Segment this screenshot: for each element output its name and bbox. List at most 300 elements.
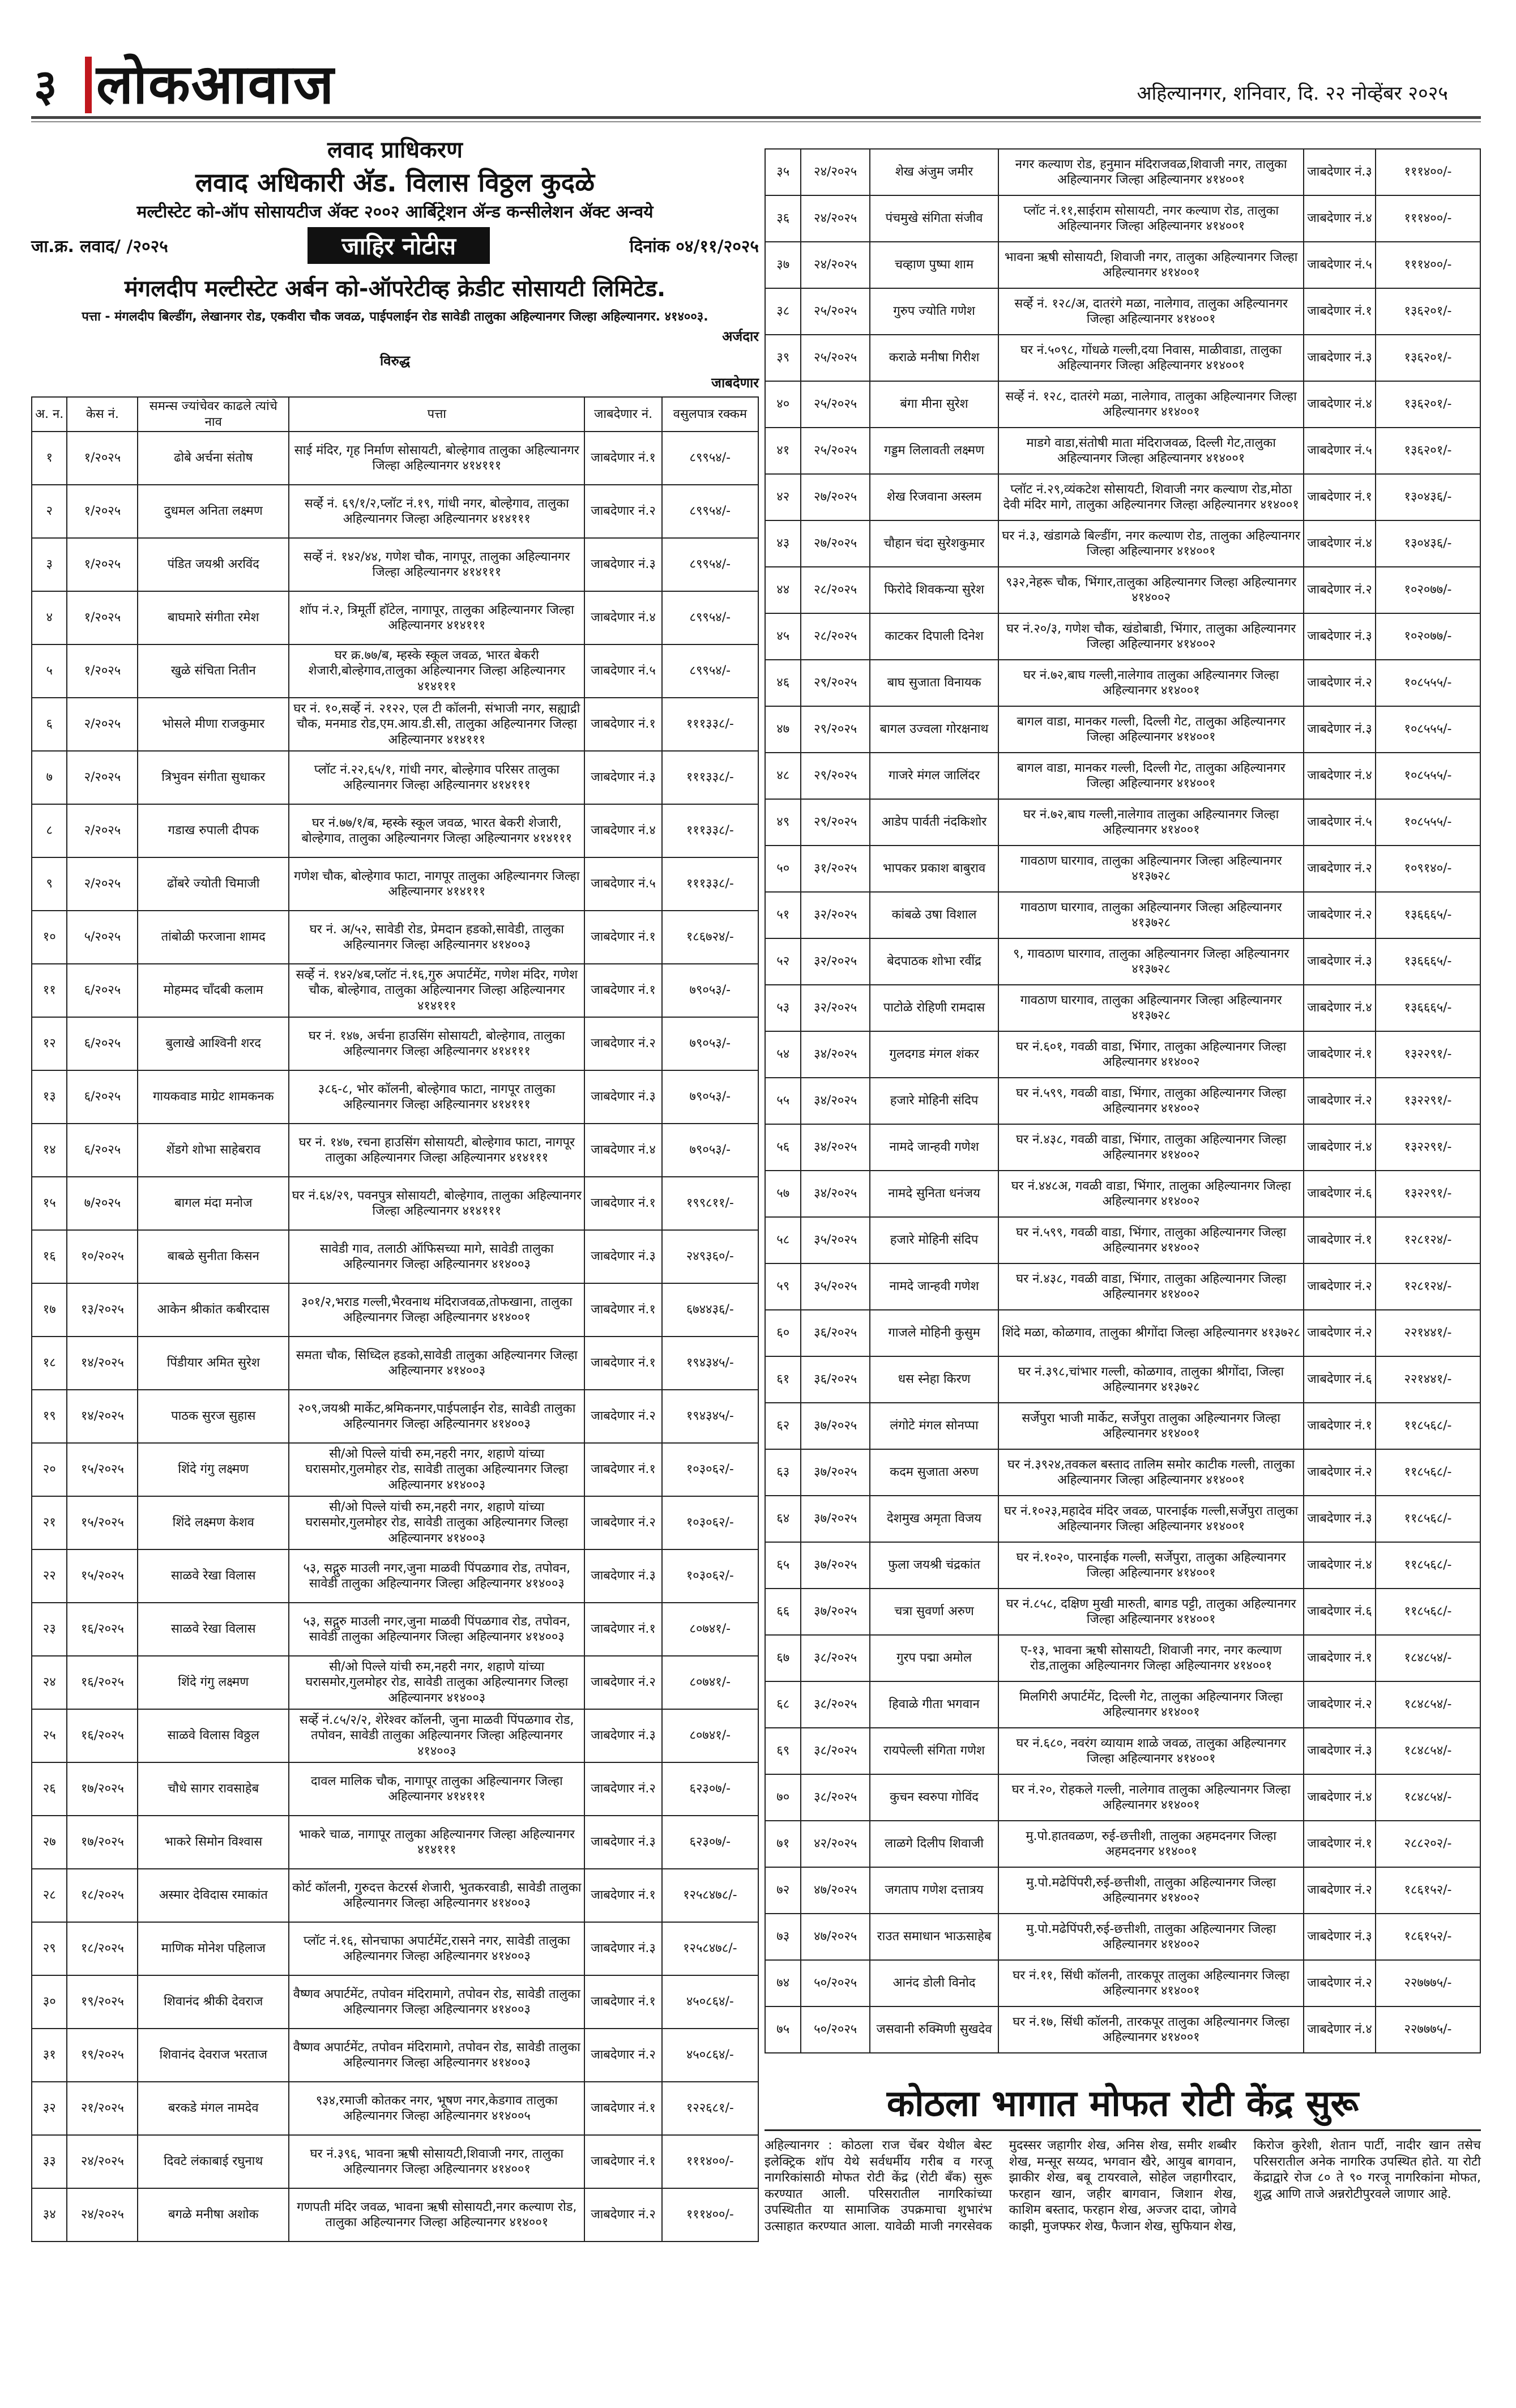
cell-defendant-no: जाबदेणार नं.२ bbox=[1304, 1310, 1376, 1356]
cell-name: खुळे संचिता नितीन bbox=[138, 644, 289, 698]
cell-amount: १३६२०१/- bbox=[1376, 428, 1480, 474]
cell-defendant-no: जाबदेणार नं.२ bbox=[584, 2029, 661, 2082]
header-rule bbox=[31, 116, 1481, 119]
cell-name: नामदे सुनिता धनंजय bbox=[870, 1171, 998, 1217]
notice-date: दिनांक ०४/११/२०२५ bbox=[629, 237, 759, 257]
cell-serial: ७५ bbox=[765, 2006, 801, 2053]
cell-address: मिलगिरी अपार्टमेंट, दिल्ली गेट, तालुका अहिल्यानगर जिल्हा अहिल्यानगर ४१४००१ bbox=[998, 1681, 1304, 1728]
cell-amount: ११८५६८/- bbox=[1376, 1403, 1480, 1449]
cell-serial: ४९ bbox=[765, 799, 801, 846]
cell-name: बरकडे मंगल नामदेव bbox=[138, 2082, 289, 2135]
cell-amount: १२८१२४/- bbox=[1376, 1217, 1480, 1263]
cell-case: १३/२०२५ bbox=[67, 1283, 138, 1337]
cell-defendant-no: जाबदेणार नं.४ bbox=[584, 591, 661, 644]
cell-serial: ६६ bbox=[765, 1589, 801, 1635]
cell-case: ३७/२०२५ bbox=[801, 1496, 870, 1542]
cell-case: १४/२०२५ bbox=[67, 1337, 138, 1390]
cell-address: मु.पो.मढेपिंपरी,रुई-छत्तीशी, तालुका अहिल्यानगर जिल्हा अहिल्यानगर ४१४००२ bbox=[998, 1867, 1304, 1914]
cell-defendant-no: जाबदेणार नं.४ bbox=[1304, 2006, 1376, 2053]
cell-address: घर नं.११, सिंधी कॉलनी, तारकपूर तालुका अहिल्यानगर जिल्हा अहिल्यानगर ४१४००१ bbox=[998, 1960, 1304, 2006]
cell-case: १/२०२५ bbox=[67, 485, 138, 538]
cell-case: १/२०२५ bbox=[67, 432, 138, 485]
cell-serial: ५४ bbox=[765, 1031, 801, 1078]
cell-case: ३७/२०२५ bbox=[801, 1449, 870, 1496]
cell-address: घर नं.८५८, दक्षिण मुखी मारुती, बागड पट्टी, तालुका अहिल्यानगर जिल्हा अहिल्यानगर ४१४००१ bbox=[998, 1589, 1304, 1635]
cell-case: ३५/२०२५ bbox=[801, 1217, 870, 1263]
cell-name: ढोंबरे ज्योती चिमाजी bbox=[138, 857, 289, 911]
cell-amount: ८०७४१/- bbox=[662, 1709, 758, 1762]
cell-address: सी/ओ पिल्ले यांची रुम,नहरी नगर, शहाणे यांच्या घरासमोर,गुलमोहर रोड, सावेडी तालुका अहिल्यानगर जिल्हा अहिल्यानगर ४१४००३ bbox=[289, 1443, 584, 1496]
arjadar-label: अर्जदार bbox=[722, 328, 759, 344]
cell-name: हिवाळे गीता भगवान bbox=[870, 1681, 998, 1728]
cell-address: घर नं.३९८,चांभार गल्ली, कोळगाव, तालुका श्रीगोंदा, जिल्हा अहिल्यानगर ४१३७२८ bbox=[998, 1356, 1304, 1403]
defendants-table-left bbox=[31, 396, 759, 2242]
cell-defendant-no: जाबदेणार नं.१ bbox=[584, 1283, 661, 1337]
cell-serial: ३७ bbox=[765, 242, 801, 288]
cell-case: २५/२०२५ bbox=[801, 381, 870, 428]
cell-address: मु.पो.मढेपिंपरी,रुई-छत्तीशी, तालुका अहिल्यानगर जिल्हा अहिल्यानगर ४१४००२ bbox=[998, 1914, 1304, 1960]
cell-serial: ४१ bbox=[765, 428, 801, 474]
cell-serial: १८ bbox=[32, 1337, 67, 1390]
cell-name: भोसले मीणा राजकुमार bbox=[138, 698, 289, 751]
cell-amount: २८८२०२/- bbox=[1376, 1821, 1480, 1867]
cell-name: हजारे मोहिनी संदिप bbox=[870, 1078, 998, 1124]
cell-defendant-no: जाबदेणार नं.४ bbox=[1304, 1542, 1376, 1589]
cell-case: ३८/२०२५ bbox=[801, 1681, 870, 1728]
cell-serial: २० bbox=[32, 1443, 67, 1496]
cell-name: पंचमुखे संगिता संजीव bbox=[870, 195, 998, 242]
cell-amount: १३०४३६/- bbox=[1376, 474, 1480, 520]
table-row bbox=[765, 1403, 1480, 1449]
cell-name: माणिक मोनेश पहिलाज bbox=[138, 1922, 289, 1975]
cell-case: ३२/२०२५ bbox=[801, 892, 870, 938]
cell-address: सी/ओ पिल्ले यांची रुम,नहरी नगर, शहाणे यांच्या घरासमोर,गुलमोहर रोड, सावेडी तालुका अहिल्यानगर जिल्हा अहिल्यानगर ४१४००३ bbox=[289, 1496, 584, 1549]
cell-case: १५/२०२५ bbox=[67, 1496, 138, 1549]
cell-amount: ८९९५४/- bbox=[662, 538, 758, 591]
cell-case: १८/२०२५ bbox=[67, 1922, 138, 1975]
cell-amount: १३६६६५/- bbox=[1376, 938, 1480, 985]
table-row bbox=[765, 938, 1480, 985]
cell-address: शिंदे मळा, कोळगाव, तालुका श्रीगोंदा जिल्हा अहिल्यानगर ४१३७२८ bbox=[998, 1310, 1304, 1356]
cell-defendant-no: जाबदेणार नं.४ bbox=[1304, 1124, 1376, 1171]
cell-case: २५/२०२५ bbox=[801, 288, 870, 335]
table-row bbox=[765, 1310, 1480, 1356]
cell-name: शिवानंद श्रीकी देवराज bbox=[138, 1975, 289, 2029]
cell-defendant-no: जाबदेणार नं.२ bbox=[1304, 1681, 1376, 1728]
cell-name: शेख रिजवाना अस्लम bbox=[870, 474, 998, 520]
cell-defendant-no: जाबदेणार नं.१ bbox=[584, 1177, 661, 1230]
notice-ref-row bbox=[31, 227, 759, 264]
viruddh-label: विरुद्ध bbox=[379, 353, 411, 369]
cell-case: ३४/२०२५ bbox=[801, 1078, 870, 1124]
cell-case: १/२०२५ bbox=[67, 538, 138, 591]
table-row bbox=[32, 1496, 758, 1549]
cell-case: ३८/२०२५ bbox=[801, 1728, 870, 1774]
cell-amount: १९४३४५/- bbox=[662, 1390, 758, 1443]
table-row bbox=[765, 1774, 1480, 1821]
cell-case: १९/२०२५ bbox=[67, 1975, 138, 2029]
cell-defendant-no: जाबदेणार नं.५ bbox=[584, 644, 661, 698]
cell-amount: १८६१५२/- bbox=[1376, 1914, 1480, 1960]
table-row bbox=[32, 1762, 758, 1816]
table-row bbox=[32, 591, 758, 644]
table-row bbox=[32, 751, 758, 804]
cell-address: दावल मालिक चौक, नागापूर तालुका अहिल्यानगर जिल्हा अहिल्यानगर ४१४१११ bbox=[289, 1762, 584, 1816]
table-body-right bbox=[765, 149, 1480, 2053]
cell-case: ३१/२०२५ bbox=[801, 846, 870, 892]
cell-amount: १८४८५४/- bbox=[1376, 1774, 1480, 1821]
article-body: अहिल्यानगर : कोठला राज चेंबर येथील बेस्ट इलेक्ट्रिक शॉप येथे सर्वधर्मीय गरीब व गरजू नागरिकांसाठी मोफत रोटी केंद्र (रोटी बँक) सुरू करण्यात आली. परिसरातील नागरिकांच्या उपस्थितीत या सामाजिक उपक्रमाचा शुभारंभ उत्साहात करण्यात आला. यावेळी माजी नगरसेवक मुदस्सर जहागीर शेख, अनिस शेख, समीर शब्बीर शेख, मन्सूर सय्यद, भगवान खैरे, आयुब बागवान, झाकीर शेख, बबू टायरवाले, सोहेल जहागीरदार, फरहान खान, जहीर बागवान, जिशान शेख, काशिम बस्ताद, फरहान शेख, अज्जर दादा, जोगवे काझी, मुजफ्फर शेख, फैजान शेख, सुफियान शेख, किरोज कुरेशी, शेतान पार्टी, नादीर खान तसेच परिसरातील अनेक नागरिक उपस्थित होते. या रोटी केंद्राद्वारे रोज ८० ते ९० गरजू नागरिकांना मोफत, शुद्ध आणि ताजे अन्नरोटीपुरवले जाणार आहे. bbox=[765, 2138, 1481, 2234]
cell-defendant-no: जाबदेणार नं.२ bbox=[584, 1656, 661, 1709]
cell-name: शिंदे गंगु लक्ष्मण bbox=[138, 1443, 289, 1496]
cell-defendant-no: जाबदेणार नं.१ bbox=[584, 1337, 661, 1390]
cell-amount: १०९१४०/- bbox=[1376, 846, 1480, 892]
cell-amount: २४९३६०/- bbox=[662, 1230, 758, 1283]
cell-address: प्लॉट नं.१६, सोनचाफा अपार्टमेंट,रासने नगर, सावेडी तालुका अहिल्यानगर जिल्हा अहिल्यानगर ४१४००३ bbox=[289, 1922, 584, 1975]
cell-case: ३७/२०२५ bbox=[801, 1589, 870, 1635]
cell-amount: १०८५५५/- bbox=[1376, 706, 1480, 753]
cell-address: सी/ओ पिल्ले यांची रुम,नहरी नगर, शहाणे यांच्या घरासमोर,गुलमोहर रोड, सावेडी तालुका अहिल्यानगर जिल्हा अहिल्यानगर ४१४००३ bbox=[289, 1656, 584, 1709]
cell-amount: १३६२०१/- bbox=[1376, 381, 1480, 428]
cell-serial: ५९ bbox=[765, 1263, 801, 1310]
cell-address: ९, गावठाण घारगाव, तालुका अहिल्यानगर जिल्हा अहिल्यानगर ४१३७२८ bbox=[998, 938, 1304, 985]
cell-name: देशमुख अमृता विजय bbox=[870, 1496, 998, 1542]
table-row bbox=[765, 846, 1480, 892]
table-row bbox=[32, 432, 758, 485]
table-row bbox=[765, 1821, 1480, 1867]
cell-address: सर्जेपुरा भाजी मार्केट, सर्जेपुरा तालुका अहिल्यानगर जिल्हा अहिल्यानगर ४१४००१ bbox=[998, 1403, 1304, 1449]
cell-name: राउत समाधान भाऊसाहेब bbox=[870, 1914, 998, 1960]
table-row bbox=[765, 335, 1480, 381]
table-row bbox=[32, 2135, 758, 2188]
cell-address: भाकरे चाळ, नागापूर तालुका अहिल्यानगर जिल्हा अहिल्यानगर ४१४१११ bbox=[289, 1816, 584, 1869]
table-row bbox=[765, 428, 1480, 474]
cell-defendant-no: जाबदेणार नं.१ bbox=[1304, 1403, 1376, 1449]
cell-defendant-no: जाबदेणार नं.६ bbox=[1304, 1589, 1376, 1635]
cell-address: घर नं.५०९८, गोंधळे गल्ली,दया निवास, माळीवाडा, तालुका अहिल्यानगर जिल्हा अहिल्यानगर ४१४००१ bbox=[998, 335, 1304, 381]
cell-case: ४७/२०२५ bbox=[801, 1914, 870, 1960]
cell-address: घर नं.६०१, गवळी वाडा, भिंगार, तालुका अहिल्यानगर जिल्हा अहिल्यानगर ४१४००२ bbox=[998, 1031, 1304, 1078]
cell-name: बागल उज्वला गोरक्षनाथ bbox=[870, 706, 998, 753]
cell-case: २/२०२५ bbox=[67, 804, 138, 857]
cell-defendant-no: जाबदेणार नं.२ bbox=[584, 1390, 661, 1443]
case-reference: जा.क्र. लवाद/ /२०२५ bbox=[31, 237, 168, 257]
cell-serial: २१ bbox=[32, 1496, 67, 1549]
cell-case: १०/२०२५ bbox=[67, 1230, 138, 1283]
cell-amount: ८९९५४/- bbox=[662, 432, 758, 485]
cell-serial: ११ bbox=[32, 964, 67, 1017]
cell-serial: २३ bbox=[32, 1603, 67, 1656]
cell-defendant-no: जाबदेणार नं.२ bbox=[1304, 1867, 1376, 1914]
cell-address: मु.पो.हातवळण, रुई-छत्तीशी, तालुका अहमदनगर जिल्हा अहमदनगर ४१४००१ bbox=[998, 1821, 1304, 1867]
cell-defendant-no: जाबदेणार नं.२ bbox=[1304, 1960, 1376, 2006]
cell-defendant-no: जाबदेणार नं.४ bbox=[1304, 753, 1376, 799]
cell-defendant-no: जाबदेणार नं.५ bbox=[1304, 242, 1376, 288]
cell-serial: ५३ bbox=[765, 985, 801, 1031]
cell-case: १५/२०२५ bbox=[67, 1549, 138, 1603]
cell-serial: ८ bbox=[32, 804, 67, 857]
table-row bbox=[32, 1230, 758, 1283]
cell-serial: ६० bbox=[765, 1310, 801, 1356]
cell-case: १६/२०२५ bbox=[67, 1709, 138, 1762]
cell-address: कोर्ट कॉलनी, गुरुदत्त केटरर्स शेजारी, भुतकरवाडी, सावेडी तालुका अहिल्यानगर जिल्हा अहिल्यानगर ४१४००३ bbox=[289, 1869, 584, 1922]
table-row bbox=[32, 1869, 758, 1922]
cell-amount: १३६६६५/- bbox=[1376, 892, 1480, 938]
cell-amount: ८९९५४/- bbox=[662, 591, 758, 644]
cell-name: शिंदे गंगु लक्ष्मण bbox=[138, 1656, 289, 1709]
cell-serial: १२ bbox=[32, 1017, 67, 1070]
cell-case: १७/२०२५ bbox=[67, 1816, 138, 1869]
table-row bbox=[32, 1549, 758, 1603]
notice-title-2: लवाद अधिकारी अ‍ॅड. विलास विठ्ठल कुदळे bbox=[195, 167, 595, 198]
cell-amount: ६२३०७/- bbox=[662, 1762, 758, 1816]
cell-defendant-no: जाबदेणार नं.२ bbox=[584, 1762, 661, 1816]
cell-name: फुला जयश्री चंद्रकांत bbox=[870, 1542, 998, 1589]
cell-address: घर नं.५९९, गवळी वाडा, भिंगार, तालुका अहिल्यानगर जिल्हा अहिल्यानगर ४१४००२ bbox=[998, 1078, 1304, 1124]
cell-defendant-no: जाबदेणार नं.१ bbox=[584, 1603, 661, 1656]
cell-address: सर्व्हे नं. १२८, दातरंगे मळा, नालेगाव, तालुका अहिल्यानगर जिल्हा अहिल्यानगर ४१४००१ bbox=[998, 381, 1304, 428]
cell-name: कांबळे उषा विशाल bbox=[870, 892, 998, 938]
table-row bbox=[765, 1031, 1480, 1078]
table-row bbox=[765, 613, 1480, 660]
cell-address: घर नं. अ/५२, सावेडी रोड, प्रेमदान हडको,सावेडी, तालुका अहिल्यानगर जिल्हा अहिल्यानगर ४१४००३ bbox=[289, 911, 584, 964]
cell-name: गाजले मोहिनी कुसुम bbox=[870, 1310, 998, 1356]
cell-amount: १८४८५४/- bbox=[1376, 1728, 1480, 1774]
cell-defendant-no: जाबदेणार नं.४ bbox=[1304, 985, 1376, 1031]
cell-address: ९३४,रमाजी कोतकर नगर, भूषण नगर,केडगाव तालुका अहिल्यानगर जिल्हा अहिल्यानगर ४१४००५ bbox=[289, 2082, 584, 2135]
cell-name: लाळगे दिलीप शिवाजी bbox=[870, 1821, 998, 1867]
cell-defendant-no: जाबदेणार नं.२ bbox=[584, 2188, 661, 2242]
cell-address: घर नं.१७, सिंधी कॉलनी, तारकपूर तालुका अहिल्यानगर जिल्हा अहिल्यानगर ४१४००१ bbox=[998, 2006, 1304, 2053]
cell-amount: ४५०८६४/- bbox=[662, 2029, 758, 2082]
cell-serial: १३ bbox=[32, 1070, 67, 1124]
cell-serial: १० bbox=[32, 911, 67, 964]
table-row bbox=[32, 1283, 758, 1337]
cell-serial: ७२ bbox=[765, 1867, 801, 1914]
cell-name: बगळे मनीषा अशोक bbox=[138, 2188, 289, 2242]
cell-defendant-no: जाबदेणार नं.६ bbox=[1304, 1171, 1376, 1217]
cell-serial: १ bbox=[32, 432, 67, 485]
cell-defendant-no: जाबदेणार नं.३ bbox=[584, 1070, 661, 1124]
cell-case: ३२/२०२५ bbox=[801, 938, 870, 985]
cell-name: बेदपाठक शोभा रवींद्र bbox=[870, 938, 998, 985]
cell-amount: १३२२९१/- bbox=[1376, 1031, 1480, 1078]
cell-address: नगर कल्याण रोड, हनुमान मंदिराजवळ,शिवाजी नगर, तालुका अहिल्यानगर जिल्हा अहिल्यानगर ४१४००१ bbox=[998, 149, 1304, 195]
cell-defendant-no: जाबदेणार नं.२ bbox=[1304, 846, 1376, 892]
cell-defendant-no: जाबदेणार नं.३ bbox=[584, 1709, 661, 1762]
cell-defendant-no: जाबदेणार नं.२ bbox=[1304, 567, 1376, 613]
table-row bbox=[765, 799, 1480, 846]
cell-serial: ६५ bbox=[765, 1542, 801, 1589]
cell-name: नामदे जान्हवी गणेश bbox=[870, 1263, 998, 1310]
cell-serial: ६९ bbox=[765, 1728, 801, 1774]
cell-serial: ५६ bbox=[765, 1124, 801, 1171]
cell-defendant-no: जाबदेणार नं.३ bbox=[1304, 613, 1376, 660]
cell-amount: १०८५५५/- bbox=[1376, 799, 1480, 846]
cell-case: १/२०२५ bbox=[67, 644, 138, 698]
cell-serial: २६ bbox=[32, 1762, 67, 1816]
cell-defendant-no: जाबदेणार नं.१ bbox=[584, 1975, 661, 2029]
cell-serial: ४८ bbox=[765, 753, 801, 799]
cell-name: शिवानंद देवराज भरताज bbox=[138, 2029, 289, 2082]
cell-amount: ११८५६८/- bbox=[1376, 1542, 1480, 1589]
cell-address: ३८६-८, भोर कॉलनी, बोल्हेगाव फाटा, नागपूर तालुका अहिल्यानगर जिल्हा अहिल्यानगर ४१४१११ bbox=[289, 1070, 584, 1124]
cell-amount: १९४३४५/- bbox=[662, 1337, 758, 1390]
cell-name: गाजरे मंगल जालिंदर bbox=[870, 753, 998, 799]
cell-serial: ६१ bbox=[765, 1356, 801, 1403]
table-row bbox=[765, 660, 1480, 706]
cell-defendant-no: जाबदेणार नं.३ bbox=[1304, 938, 1376, 985]
cell-address: घर नं.१०२३,महादेव मंदिर जवळ, पारनाईक गल्ली,सर्जेपुरा तालुका अहिल्यानगर जिल्हा अहिल्यानगर ४१४००१ bbox=[998, 1496, 1304, 1542]
cell-amount: ७९०५३/- bbox=[662, 1124, 758, 1177]
cell-serial: ५७ bbox=[765, 1171, 801, 1217]
table-row bbox=[32, 1177, 758, 1230]
cell-amount: १३०४३६/- bbox=[1376, 520, 1480, 567]
cell-name: रायपेल्ली संगिता गणेश bbox=[870, 1728, 998, 1774]
cell-case: २७/२०२५ bbox=[801, 520, 870, 567]
table-row bbox=[765, 1542, 1480, 1589]
table-row bbox=[32, 1124, 758, 1177]
cell-serial: ६३ bbox=[765, 1449, 801, 1496]
cell-amount: १८४८५४/- bbox=[1376, 1635, 1480, 1681]
cell-amount: ११८५६८/- bbox=[1376, 1589, 1480, 1635]
cell-address: घर नं.६४/२९, पवनपुत्र सोसायटी, बोल्हेगाव, तालुका अहिल्यानगर जिल्हा अहिल्यानगर ४१४१११ bbox=[289, 1177, 584, 1230]
cell-name: त्रिभुवन संगीता सुधाकर bbox=[138, 751, 289, 804]
cell-name: गड्डम लिलावती लक्ष्मण bbox=[870, 428, 998, 474]
cell-case: ३७/२०२५ bbox=[801, 1542, 870, 1589]
cell-defendant-no: जाबदेणार नं.२ bbox=[1304, 1078, 1376, 1124]
cell-name: पाटोळे रोहिणी रामदास bbox=[870, 985, 998, 1031]
cell-defendant-no: जाबदेणार नं.३ bbox=[1304, 1914, 1376, 1960]
table-row bbox=[765, 149, 1480, 195]
table-row bbox=[765, 1263, 1480, 1310]
cell-case: ५०/२०२५ bbox=[801, 1960, 870, 2006]
cell-amount: १११३३८/- bbox=[662, 857, 758, 911]
cell-address: घर नं.४३८, गवळी वाडा, भिंगार, तालुका अहिल्यानगर जिल्हा अहिल्यानगर ४१४००२ bbox=[998, 1263, 1304, 1310]
cell-case: ३६/२०२५ bbox=[801, 1310, 870, 1356]
cell-defendant-no: जाबदेणार नं.२ bbox=[584, 485, 661, 538]
cell-address: बागल वाडा, मानकर गल्ली, दिल्ली गेट, तालुका अहिल्यानगर जिल्हा अहिल्यानगर ४१४००१ bbox=[998, 753, 1304, 799]
cell-address: घर नं.४३८, गवळी वाडा, भिंगार, तालुका अहिल्यानगर जिल्हा अहिल्यानगर ४१४००२ bbox=[998, 1124, 1304, 1171]
cell-name: तांबोळी फरजाना शामद bbox=[138, 911, 289, 964]
cell-address: ५३, सद्गुरु माउली नगर,जुना माळवी पिंपळगाव रोड, तपोवन, सावेडी तालुका अहिल्यानगर जिल्हा अहिल्यानगर ४१४००३ bbox=[289, 1603, 584, 1656]
table-row bbox=[32, 1816, 758, 1869]
cell-amount: २२१४४१/- bbox=[1376, 1356, 1480, 1403]
cell-name: लंगोटे मंगल सोनप्पा bbox=[870, 1403, 998, 1449]
header-case: केस नं. bbox=[67, 397, 138, 432]
table-row bbox=[765, 1217, 1480, 1263]
cell-serial: ७३ bbox=[765, 1914, 801, 1960]
cell-amount: २२७७७५/- bbox=[1376, 1960, 1480, 2006]
masthead-accent-bar bbox=[85, 57, 92, 113]
table-body-left bbox=[32, 432, 758, 2242]
cell-case: ५/२०२५ bbox=[67, 911, 138, 964]
cell-serial: २४ bbox=[32, 1656, 67, 1709]
cell-defendant-no: जाबदेणार नं.१ bbox=[584, 1443, 661, 1496]
cell-name: चत्रा सुवर्णा अरुण bbox=[870, 1589, 998, 1635]
cell-defendant-no: जाबदेणार नं.५ bbox=[1304, 799, 1376, 846]
cell-defendant-no: जाबदेणार नं.३ bbox=[1304, 1728, 1376, 1774]
cell-defendant-no: जाबदेणार नं.३ bbox=[1304, 149, 1376, 195]
cell-name: हजारे मोहिनी संदिप bbox=[870, 1217, 998, 1263]
cell-defendant-no: जाबदेणार नं.१ bbox=[1304, 288, 1376, 335]
cell-defendant-no: जाबदेणार नं.४ bbox=[1304, 1774, 1376, 1821]
cell-name: गुरुप ज्योति गणेश bbox=[870, 288, 998, 335]
cell-serial: २ bbox=[32, 485, 67, 538]
cell-case: ३८/२०२५ bbox=[801, 1635, 870, 1681]
table-row bbox=[32, 2029, 758, 2082]
cell-amount: ११८५६८/- bbox=[1376, 1496, 1480, 1542]
cell-amount: १२५८४७८/- bbox=[662, 1869, 758, 1922]
cell-case: ३५/२०२५ bbox=[801, 1263, 870, 1310]
header-defendant-no: जाबदेणार नं. bbox=[584, 397, 661, 432]
cell-serial: ६७ bbox=[765, 1635, 801, 1681]
cell-serial: ७ bbox=[32, 751, 67, 804]
cell-address: घर नं.२०, रोहकले गल्ली, नालेगाव तालुका अहिल्यानगर जिल्हा अहिल्यानगर ४१४००१ bbox=[998, 1774, 1304, 1821]
table-row bbox=[765, 1124, 1480, 1171]
society-address: पत्ता - मंगलदीप बिल्डींग, लेखानगर रोड, एकवीरा चौक जवळ, पाईपलाईन रोड सावेडी तालुका अहिल्यानगर जिल्हा अहिल्यानगर. ४१४००३. bbox=[82, 310, 708, 324]
masthead-logo: लोकआवाज bbox=[96, 52, 335, 116]
cell-name: दुधमल अनिता लक्ष्मण bbox=[138, 485, 289, 538]
cell-name: जसवानी रुक्मिणी सुखदेव bbox=[870, 2006, 998, 2053]
cell-case: २४/२०२५ bbox=[67, 2188, 138, 2242]
cell-name: जगताप गणेश दत्तात्रय bbox=[870, 1867, 998, 1914]
cell-amount: १०२०७७/- bbox=[1376, 567, 1480, 613]
cell-amount: ८९९५४/- bbox=[662, 644, 758, 698]
cell-case: ५०/२०२५ bbox=[801, 2006, 870, 2053]
cell-address: २०९,जयश्री मार्केट,श्रमिकनगर,पाईपलाईन रोड, सावेडी तालुका अहिल्यानगर जिल्हा अहिल्यानगर ४१४००३ bbox=[289, 1390, 584, 1443]
table-row bbox=[765, 985, 1480, 1031]
cell-address: गावठाण घारगाव, तालुका अहिल्यानगर जिल्हा अहिल्यानगर ४१३७२८ bbox=[998, 892, 1304, 938]
table-row bbox=[765, 1449, 1480, 1496]
cell-address: सर्व्हे नं. १२८/अ, दातरंगे मळा, नालेगाव, तालुका अहिल्यानगर जिल्हा अहिल्यानगर ४१४००१ bbox=[998, 288, 1304, 335]
cell-address: सर्व्हे नं.८५/२/२, शेरेश्वर कॉलनी, जुना माळवी पिंपळगाव रोड, तपोवन, सावेडी तालुका अहिल्यानगर जिल्हा अहिल्यानगर ४१४००३ bbox=[289, 1709, 584, 1762]
cell-serial: ३६ bbox=[765, 195, 801, 242]
cell-address: प्लॉट नं.२२,६५/१, गांधी नगर, बोल्हेगाव परिसर तालुका अहिल्यानगर जिल्हा अहिल्यानगर ४१४१११ bbox=[289, 751, 584, 804]
cell-name: बाघ सुजाता विनायक bbox=[870, 660, 998, 706]
cell-name: आनंद डोली विनोद bbox=[870, 1960, 998, 2006]
cell-serial: ६४ bbox=[765, 1496, 801, 1542]
cell-case: ६/२०२५ bbox=[67, 1070, 138, 1124]
cell-amount: १८४८५४/- bbox=[1376, 1681, 1480, 1728]
cell-name: बाघमारे संगीता रमेश bbox=[138, 591, 289, 644]
cell-defendant-no: जाबदेणार नं.२ bbox=[584, 1017, 661, 1070]
cell-name: अस्मार देविदास रमाकांत bbox=[138, 1869, 289, 1922]
table-row bbox=[765, 520, 1480, 567]
cell-defendant-no: जाबदेणार नं.१ bbox=[584, 1869, 661, 1922]
table-row bbox=[32, 1443, 758, 1496]
cell-amount: १३२२९१/- bbox=[1376, 1124, 1480, 1171]
cell-amount: १९९८११/- bbox=[662, 1177, 758, 1230]
cell-case: १७/२०२५ bbox=[67, 1762, 138, 1816]
cell-defendant-no: जाबदेणार नं.२ bbox=[1304, 660, 1376, 706]
cell-serial: २७ bbox=[32, 1816, 67, 1869]
cell-amount: ४५०८६४/- bbox=[662, 1975, 758, 2029]
cell-address: घर नं.२०/३, गणेश चौक, खंडोबाडी, भिंगार, तालुका अहिल्यानगर जिल्हा अहिल्यानगर ४१४००२ bbox=[998, 613, 1304, 660]
cell-serial: १५ bbox=[32, 1177, 67, 1230]
cell-defendant-no: जाबदेणार नं.५ bbox=[1304, 428, 1376, 474]
cell-name: आडेप पार्वती नंदकिशोर bbox=[870, 799, 998, 846]
cell-case: २७/२०२५ bbox=[801, 474, 870, 520]
cell-defendant-no: जाबदेणार नं.२ bbox=[1304, 892, 1376, 938]
cell-amount: ६७४४३६/- bbox=[662, 1283, 758, 1337]
cell-serial: ४५ bbox=[765, 613, 801, 660]
cell-amount: १०३०६२/- bbox=[662, 1549, 758, 1603]
cell-serial: १६ bbox=[32, 1230, 67, 1283]
cell-address: माडगे वाडा,संतोषी माता मंदिराजवळ, दिल्ली गेट,तालुका अहिल्यानगर जिल्हा अहिल्यानगर ४१४००१ bbox=[998, 428, 1304, 474]
cell-name: धस स्नेहा किरण bbox=[870, 1356, 998, 1403]
cell-name: चौधे सागर रावसाहेब bbox=[138, 1762, 289, 1816]
